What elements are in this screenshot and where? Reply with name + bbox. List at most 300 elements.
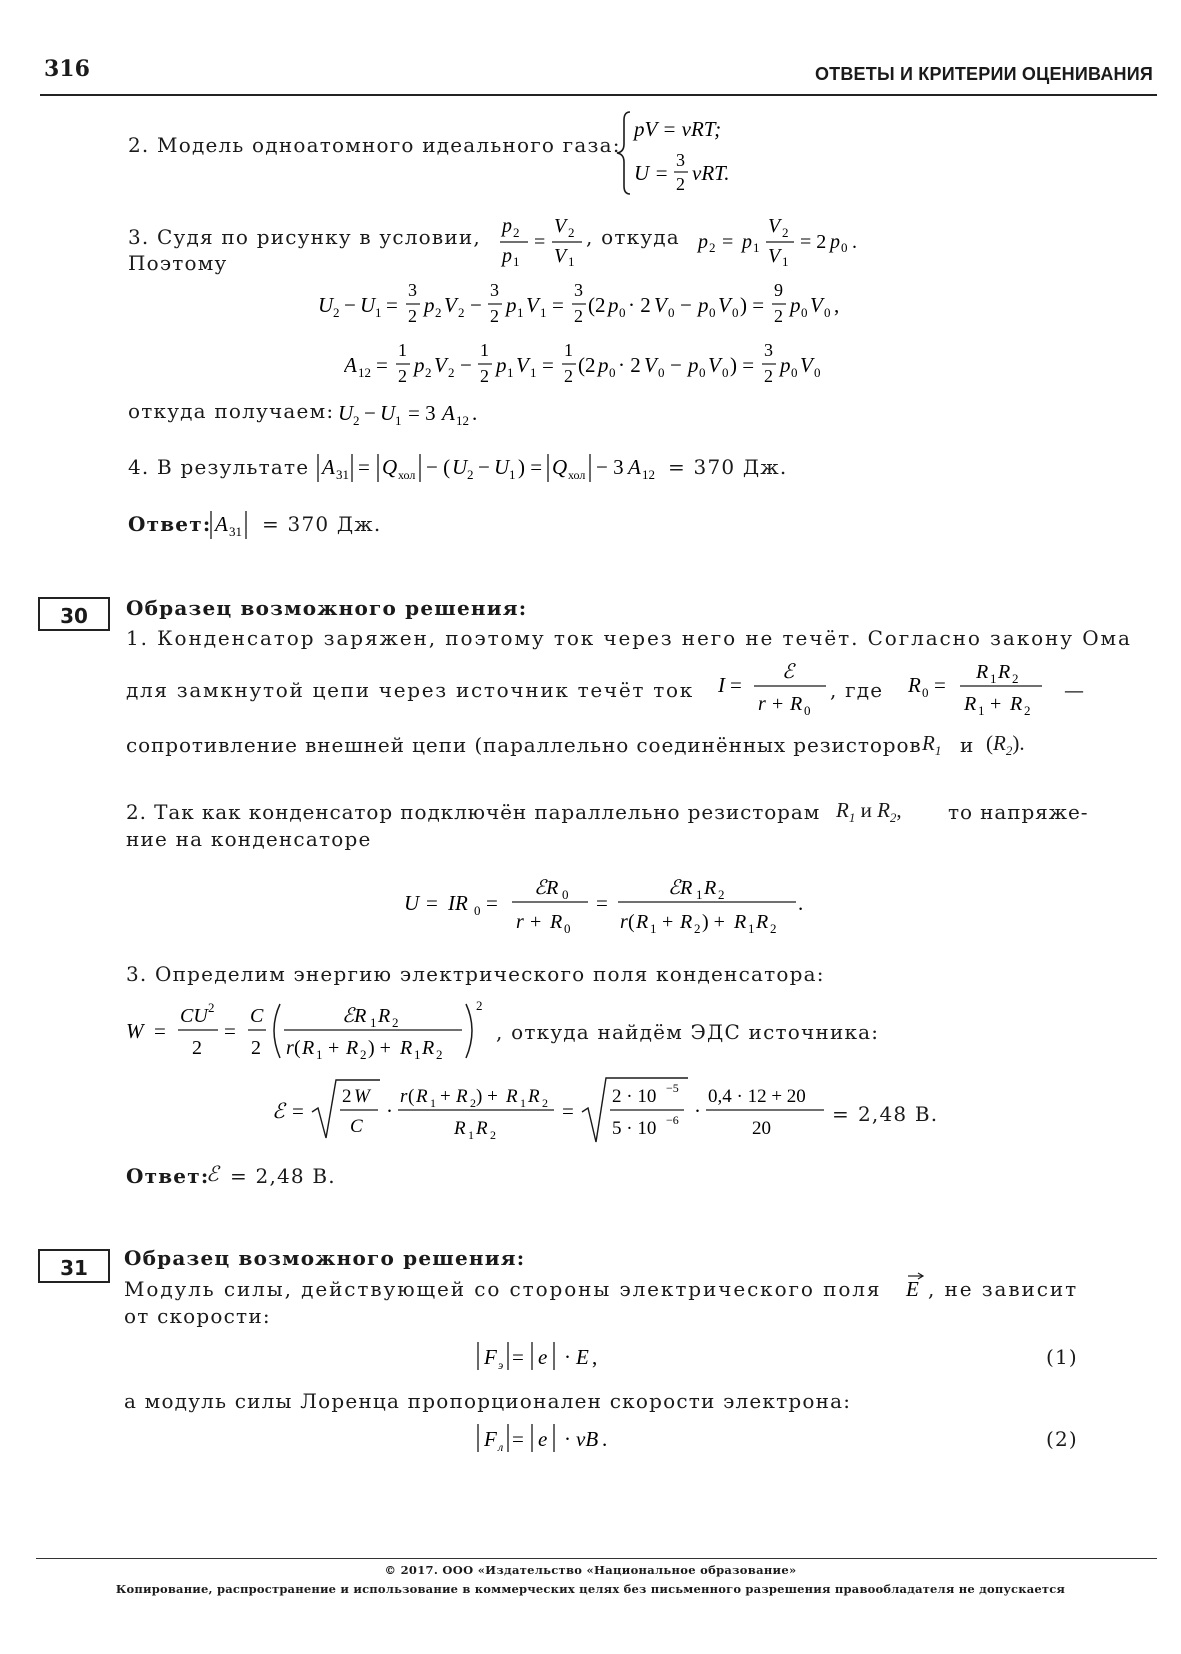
svg-text:2: 2 — [408, 306, 417, 326]
svg-text:(2: (2 — [578, 353, 596, 377]
svg-text:−: − — [344, 293, 356, 317]
svg-text:1: 1 — [480, 340, 489, 360]
svg-text:p: p — [608, 293, 619, 317]
svg-text:2: 2 — [398, 366, 407, 386]
svg-text:ℰ: ℰ — [272, 1099, 285, 1123]
svg-text:=: = — [154, 1019, 166, 1043]
svg-text:1: 1 — [540, 305, 547, 320]
svg-text:R: R — [528, 1086, 540, 1107]
svg-text:1: 1 — [509, 467, 516, 482]
svg-text:3: 3 — [676, 150, 685, 170]
svg-text:r: r — [286, 1037, 294, 1059]
svg-text:=: = — [292, 1099, 304, 1123]
task30-p1-line3: сопротивление внешней цепи (параллельно соединённых резисторов — [126, 733, 922, 757]
svg-text:F: F — [484, 1427, 497, 1451]
svg-text:V: V — [554, 215, 567, 237]
task-number-box: 31 — [38, 1249, 110, 1283]
svg-text:0: 0 — [722, 365, 729, 380]
svg-text:V: V — [434, 353, 447, 377]
svg-text:2: 2 — [676, 174, 685, 194]
svg-text:1: 1 — [530, 365, 537, 380]
svg-text:(: ( — [408, 1086, 415, 1107]
svg-text:12: 12 — [642, 467, 655, 482]
svg-text:1: 1 — [316, 1047, 323, 1062]
svg-text:31: 31 — [336, 467, 349, 482]
svg-text:R: R — [456, 1086, 468, 1107]
step3-whence: , откуда — [586, 225, 680, 249]
svg-text:=: = — [722, 231, 734, 253]
therefore-text: Поэтому — [128, 251, 228, 275]
svg-text:2: 2 — [490, 1128, 496, 1142]
svg-text:A: A — [628, 455, 641, 479]
svg-text:1: 1 — [782, 254, 789, 268]
emf-formula — [270, 1074, 830, 1150]
step4-value: = 370 Дж. — [668, 455, 788, 479]
svg-text:0,4 · 12 + 20: 0,4 · 12 + 20 — [708, 1086, 806, 1107]
svg-text:R: R — [964, 693, 977, 715]
emf-symbol: ℰ — [206, 1162, 219, 1186]
svg-text:2: 2 — [425, 365, 432, 380]
svg-text:·: · — [564, 1345, 571, 1369]
svg-text:2 · 10: 2 · 10 — [612, 1086, 657, 1107]
svg-text:=: = — [730, 673, 742, 697]
svg-text:3: 3 — [408, 280, 417, 300]
svg-text:2: 2 — [251, 1037, 261, 1059]
svg-text:0: 0 — [658, 365, 665, 380]
svg-text:U: U — [338, 401, 354, 425]
svg-text:2: 2 — [353, 413, 360, 428]
svg-text:r: r — [758, 693, 766, 715]
svg-text:0: 0 — [922, 685, 929, 700]
svg-text:pV = νRT;: pV = νRT; — [634, 117, 722, 141]
svg-text:A: A — [344, 353, 357, 377]
svg-text:p: p — [496, 353, 507, 377]
svg-text:V: V — [768, 245, 781, 267]
svg-text:1: 1 — [753, 240, 760, 255]
svg-text:1: 1 — [748, 921, 755, 936]
field-energy-formula — [124, 992, 504, 1072]
svg-text:V: V — [718, 293, 731, 317]
svg-text:1: 1 — [370, 1015, 377, 1030]
step4-text: 4. В результате — [128, 455, 310, 479]
svg-text:2: 2 — [476, 998, 483, 1013]
svg-text:U: U — [404, 891, 420, 915]
svg-text:E: E — [906, 1277, 919, 1301]
svg-text:0: 0 — [801, 305, 808, 320]
svg-text:1: 1 — [414, 1047, 421, 1062]
svg-text:(: ( — [294, 1037, 301, 1059]
svg-text:IR: IR — [448, 891, 468, 915]
task30-answer-value: = 2,48 В. — [230, 1164, 336, 1188]
svg-text:R: R — [704, 877, 717, 899]
svg-text:− 3: − 3 — [596, 455, 624, 479]
step3-text: 3. Судя по рисунку в условии, — [128, 225, 481, 249]
svg-text:3: 3 — [490, 280, 499, 300]
footer-divider — [36, 1558, 1157, 1559]
svg-text:1: 1 — [990, 671, 997, 686]
svg-text:2: 2 — [360, 1047, 367, 1062]
svg-text:R: R — [636, 911, 649, 933]
svg-text:2: 2 — [568, 225, 575, 240]
svg-text:R: R — [908, 673, 921, 697]
current-formula — [716, 654, 846, 720]
svg-text:−: − — [460, 353, 472, 377]
svg-text:Q: Q — [382, 455, 398, 479]
svg-text:r: r — [620, 911, 628, 933]
svg-text:R: R — [302, 1037, 315, 1059]
svg-text:1: 1 — [398, 340, 407, 360]
svg-text:1: 1 — [564, 340, 573, 360]
svg-text:e: e — [538, 1345, 548, 1369]
svg-text:I: I — [718, 673, 725, 697]
svg-text:V: V — [768, 215, 781, 237]
a31-abs-symbol — [208, 503, 258, 543]
svg-text:=: = — [552, 293, 564, 317]
svg-text:э: э — [498, 1358, 504, 1372]
svg-text:) +: ) + — [476, 1086, 498, 1107]
svg-text:12: 12 — [456, 413, 469, 428]
running-header-title: ОТВЕТЫ И КРИТЕРИИ ОЦЕНИВАНИЯ — [814, 64, 1153, 84]
svg-text:V: V — [444, 293, 457, 317]
svg-text:хол: хол — [568, 468, 586, 482]
svg-text:2: 2 — [192, 1037, 202, 1059]
task31-line1: Модуль силы, действующей со стороны электрического поля — [124, 1277, 882, 1301]
task31-line3: а модуль силы Лоренца пропорционален скорости электрона: — [124, 1389, 852, 1413]
svg-text:1: 1 — [696, 887, 703, 902]
svg-text:E: E — [576, 1345, 589, 1369]
svg-text:2: 2 — [1012, 671, 1019, 686]
svg-text:e: e — [538, 1427, 548, 1451]
svg-text:) +: ) + — [368, 1037, 391, 1059]
header-divider — [40, 94, 1157, 96]
r0-formula — [906, 654, 1046, 720]
svg-text:.: . — [602, 1427, 608, 1451]
svg-text:2: 2 — [764, 366, 773, 386]
svg-text:=: = — [426, 891, 438, 915]
emf-numeric-value: 2,48 В. — [858, 1102, 939, 1126]
r1-symbol: $R_1$ — [922, 731, 942, 759]
svg-text:C: C — [350, 1116, 363, 1137]
task30-answer-label: Ответ: — [126, 1164, 210, 1188]
svg-text:3: 3 — [764, 340, 773, 360]
svg-text:R: R — [734, 911, 747, 933]
svg-text:1: 1 — [650, 921, 657, 936]
svg-text:9: 9 — [774, 280, 783, 300]
svg-text:2: 2 — [542, 1096, 548, 1110]
svg-text:−: − — [364, 401, 376, 425]
svg-text:= 3: = 3 — [408, 401, 436, 425]
svg-text:2: 2 — [774, 306, 783, 326]
svg-text:A: A — [215, 512, 228, 536]
svg-text:=: = — [542, 353, 554, 377]
svg-text:R: R — [756, 911, 769, 933]
svg-text:R: R — [550, 911, 563, 933]
svg-text:0: 0 — [474, 903, 481, 918]
svg-text:=: = — [376, 353, 388, 377]
svg-text:−5: −5 — [666, 1081, 679, 1095]
svg-text:0: 0 — [824, 305, 831, 320]
svg-text:1: 1 — [520, 1096, 526, 1110]
svg-text:1: 1 — [507, 365, 514, 380]
svg-text:1: 1 — [517, 305, 524, 320]
svg-text:R: R — [400, 1037, 413, 1059]
svg-text:W: W — [126, 1019, 144, 1043]
capacitor-voltage-formula — [402, 868, 822, 940]
svg-text:p: p — [698, 231, 708, 253]
footer-notice: Копирование, распространение и использование в коммерческих целях без письменного разрешения правообладателя не допускается — [115, 1582, 1066, 1596]
svg-text:R: R — [998, 661, 1011, 683]
svg-text:2: 2 — [435, 305, 442, 320]
svg-text:1: 1 — [375, 305, 382, 320]
svg-text:2: 2 — [1024, 703, 1031, 718]
svg-text:· 2: · 2 — [618, 353, 641, 377]
lorentz-force-formula — [474, 1418, 654, 1458]
svg-text:= 2: = 2 — [800, 231, 827, 253]
svg-text:vB: vB — [576, 1427, 599, 1451]
electric-field-vector-symbol — [902, 1264, 928, 1304]
svg-text:V: V — [526, 293, 539, 317]
svg-text:0: 0 — [841, 240, 848, 255]
svg-text:ℰ: ℰ — [782, 661, 795, 683]
svg-text:U: U — [360, 293, 376, 317]
svg-text:+: + — [328, 1037, 340, 1059]
task30-p3-line1: 3. Определим энергию электрического поля конденсатора: — [126, 962, 825, 986]
svg-text:=: = — [512, 1345, 524, 1369]
svg-text:·: · — [386, 1099, 393, 1123]
svg-text:·: · — [694, 1099, 701, 1123]
svg-text:νRT.: νRT. — [692, 161, 730, 185]
svg-text:p: p — [506, 293, 517, 317]
svg-text:0: 0 — [699, 365, 706, 380]
svg-text:(: ( — [628, 911, 635, 933]
svg-text:.: . — [852, 231, 857, 253]
answer-value: = 370 Дж. — [262, 512, 382, 536]
svg-text:хол: хол — [398, 468, 416, 482]
and-text: и — [960, 733, 975, 757]
equation-1-label: (1) — [1046, 1345, 1078, 1369]
svg-text:2: 2 — [718, 887, 725, 902]
svg-text:0: 0 — [804, 703, 811, 718]
svg-text:) =: ) = — [730, 353, 755, 377]
svg-text:) =: ) = — [518, 455, 543, 479]
svg-text:R: R — [454, 1118, 466, 1139]
svg-text:+: + — [990, 693, 1002, 715]
svg-text:2: 2 — [208, 1000, 215, 1015]
svg-text:2: 2 — [470, 1096, 476, 1110]
svg-text:2: 2 — [436, 1047, 443, 1062]
svg-text:0: 0 — [791, 365, 798, 380]
svg-text:p: p — [830, 231, 840, 253]
svg-text:1: 1 — [568, 254, 575, 268]
svg-text:ℰR: ℰR — [534, 877, 559, 899]
svg-text:0: 0 — [668, 305, 675, 320]
svg-text:+: + — [530, 911, 542, 933]
svg-text:V: V — [554, 245, 567, 267]
p2-result-formula — [694, 208, 894, 268]
svg-text:V: V — [516, 353, 529, 377]
svg-text:R: R — [506, 1086, 518, 1107]
ratio-p2-p1-formula — [498, 208, 588, 268]
svg-text:V: V — [810, 293, 823, 317]
svg-text:ℰR: ℰR — [668, 877, 693, 899]
svg-text:A: A — [442, 401, 455, 425]
svg-text:R: R — [476, 1118, 488, 1139]
svg-text:R: R — [416, 1086, 428, 1107]
svg-text:V: V — [708, 353, 721, 377]
svg-text:=: = — [934, 673, 946, 697]
internal-energy-change-formula — [318, 272, 918, 332]
u-a12-relation-formula — [338, 392, 518, 432]
svg-text:0: 0 — [732, 305, 739, 320]
svg-text:ℰR: ℰR — [342, 1005, 367, 1027]
footer-copyright: © 2017. ООО «Издательство «Национальное образование» — [384, 1563, 797, 1577]
svg-text:V: V — [644, 353, 657, 377]
svg-text:·: · — [564, 1427, 571, 1451]
svg-text:1: 1 — [468, 1128, 474, 1142]
svg-text:2: 2 — [574, 306, 583, 326]
svg-text:1: 1 — [430, 1096, 436, 1110]
result-intro-text: откуда получаем: — [128, 399, 335, 423]
svg-text:=: = — [562, 1099, 574, 1123]
svg-text:R: R — [378, 1005, 391, 1027]
svg-text:−6: −6 — [666, 1113, 679, 1127]
answer-label: Ответ: — [128, 512, 212, 536]
svg-text:,: , — [592, 1345, 598, 1369]
svg-text:r: r — [516, 911, 524, 933]
svg-text:−: − — [680, 293, 692, 317]
svg-text:=: = — [358, 455, 370, 479]
svg-text:0: 0 — [709, 305, 716, 320]
page-number: 316 — [44, 56, 90, 82]
svg-text:1: 1 — [513, 254, 520, 268]
svg-text:2: 2 — [694, 921, 701, 936]
task30-dash: — — [1064, 678, 1086, 702]
svg-text:=: = — [534, 231, 546, 253]
svg-text:+: + — [440, 1086, 451, 1107]
equation-2-label: (2) — [1046, 1427, 1078, 1451]
task30-heading: Образец возможного решения: — [126, 596, 528, 620]
task30-where: , где — [830, 678, 884, 702]
svg-text:U: U — [494, 455, 510, 479]
svg-text:V: V — [800, 353, 813, 377]
svg-text:=: = — [486, 891, 498, 915]
svg-text:p: p — [598, 353, 609, 377]
svg-text:C: C — [250, 1005, 264, 1027]
task31-heading: Образец возможного решения: — [124, 1246, 526, 1270]
svg-text:p: p — [780, 353, 791, 377]
step2-text: 2. Модель одноатомного идеального газа: — [128, 133, 621, 157]
svg-text:3: 3 — [574, 280, 583, 300]
svg-text:2: 2 — [333, 305, 340, 320]
svg-text:1: 1 — [395, 413, 402, 428]
svg-text:p: p — [688, 353, 699, 377]
work-a12-formula — [344, 332, 904, 392]
svg-text:.: . — [798, 891, 804, 915]
svg-text:R: R — [422, 1037, 435, 1059]
svg-text:CU: CU — [180, 1005, 208, 1027]
svg-text:2: 2 — [342, 1086, 352, 1107]
svg-text:2: 2 — [458, 305, 465, 320]
svg-text:F: F — [484, 1345, 497, 1369]
svg-text:0: 0 — [564, 921, 571, 936]
svg-text:2: 2 — [490, 306, 499, 326]
r2-symbol: $(R_2)$. — [986, 731, 1025, 759]
svg-text:p: p — [742, 231, 752, 253]
svg-text:R: R — [790, 693, 803, 715]
svg-text:R: R — [680, 911, 693, 933]
svg-text:2: 2 — [564, 366, 573, 386]
svg-text:=: = — [512, 1427, 524, 1451]
svg-text:+: + — [662, 911, 674, 933]
svg-text:p: p — [502, 215, 512, 237]
svg-text:2: 2 — [709, 240, 716, 255]
task-number-box: 30 — [38, 597, 110, 631]
svg-text:=: = — [596, 891, 608, 915]
svg-text:1: 1 — [978, 703, 985, 718]
svg-text:л: л — [498, 1440, 504, 1454]
svg-text:(2: (2 — [588, 293, 606, 317]
task31-line1-end: , не зависит — [928, 1277, 1079, 1301]
svg-text:p: p — [502, 245, 512, 267]
svg-text:A: A — [322, 455, 335, 479]
task31-line2: от скорости: — [124, 1304, 271, 1328]
task30-p1-line1: 1. Конденсатор заряжен, поэтому ток через него не течёт. Согласно закону Ома — [126, 626, 1132, 650]
svg-text:R: R — [346, 1037, 359, 1059]
emf-numeric-equals: = — [832, 1102, 850, 1126]
svg-text:2: 2 — [448, 365, 455, 380]
svg-text:.: . — [472, 401, 478, 425]
svg-text:2: 2 — [480, 366, 489, 386]
svg-text:5 · 10: 5 · 10 — [612, 1118, 657, 1139]
svg-text:2: 2 — [467, 467, 474, 482]
task30-p2-line2: ние на конденсаторе — [126, 827, 372, 851]
svg-text:0: 0 — [814, 365, 821, 380]
svg-text:12: 12 — [358, 365, 371, 380]
svg-text:2: 2 — [392, 1015, 399, 1030]
ideal-gas-system-formula — [614, 108, 794, 198]
task30-p2-line1b: то напряже- — [948, 800, 1089, 824]
svg-text:+: + — [772, 693, 784, 715]
r1-r2-symbols: $R_1$ и $R_2$, — [836, 798, 902, 826]
svg-text:,: , — [834, 293, 840, 317]
svg-text:0: 0 — [609, 365, 616, 380]
svg-text:31: 31 — [229, 524, 242, 539]
svg-text:p: p — [424, 293, 435, 317]
svg-text:−: − — [670, 353, 682, 377]
svg-text:2: 2 — [770, 921, 777, 936]
svg-text:r: r — [400, 1086, 408, 1107]
svg-text:U: U — [380, 401, 396, 425]
electric-force-formula — [474, 1336, 644, 1376]
task30-p1-line2: для замкнутой цепи через источник течёт ток — [126, 678, 694, 702]
svg-text:−: − — [470, 293, 482, 317]
svg-text:U: U — [318, 293, 334, 317]
svg-text:) =: ) = — [740, 293, 765, 317]
svg-text:R: R — [976, 661, 989, 683]
svg-text:R: R — [1010, 693, 1023, 715]
svg-text:2: 2 — [513, 225, 520, 240]
svg-text:V: V — [654, 293, 667, 317]
svg-text:20: 20 — [752, 1118, 771, 1139]
svg-text:=: = — [224, 1019, 236, 1043]
svg-text:Q: Q — [552, 455, 568, 479]
svg-text:=: = — [386, 293, 398, 317]
svg-text:U =: U = — [634, 161, 669, 185]
svg-text:p: p — [790, 293, 801, 317]
svg-text:2: 2 — [782, 225, 789, 240]
svg-text:0: 0 — [619, 305, 626, 320]
svg-text:U: U — [452, 455, 468, 479]
